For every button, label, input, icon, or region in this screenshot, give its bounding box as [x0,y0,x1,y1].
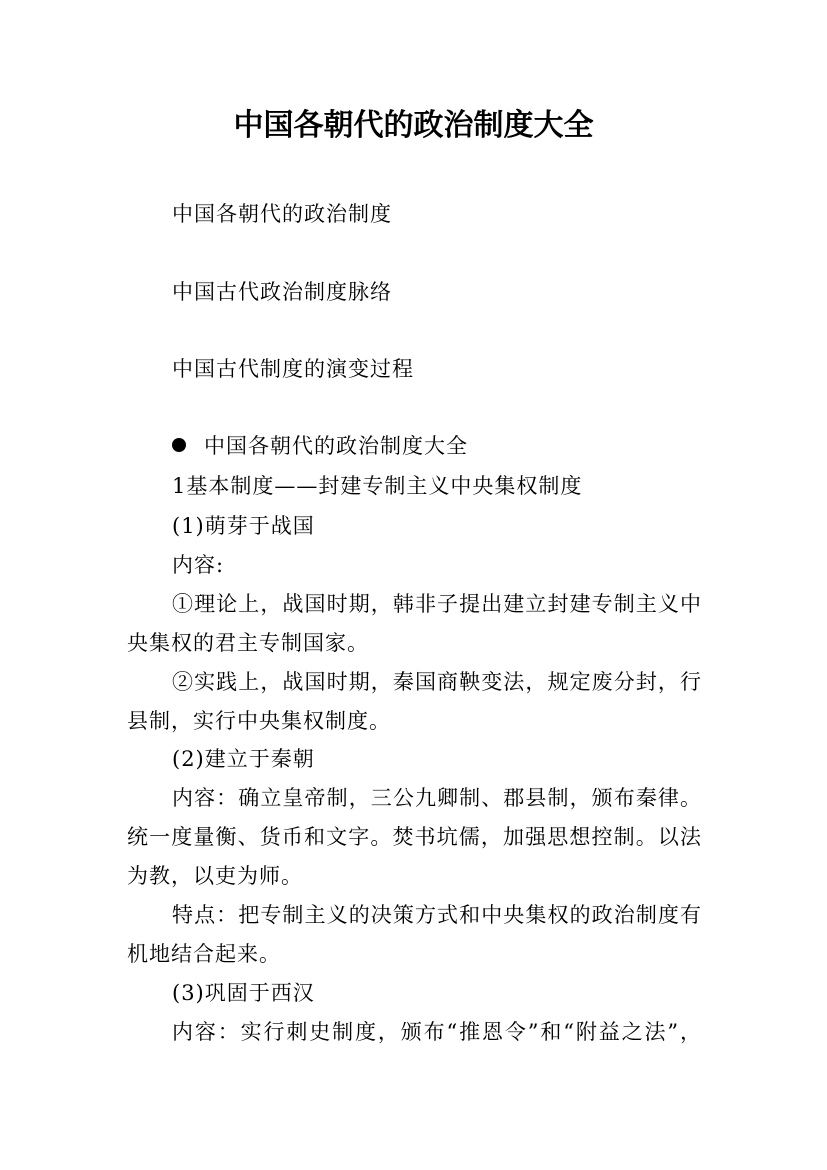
paragraph-line: (2)建立于秦朝 [172,747,315,771]
paragraph-line: ①理论上，战国时期，韩非子提出建立封建专制主义中 [172,592,702,616]
paragraph-line: 县制，实行中央集权制度。 [127,709,391,733]
paragraph-line: (1)萌芽于战国 [172,514,315,538]
paragraph-line: (3)巩固于西汉 [172,981,315,1005]
bullet-heading-text: 中国各朝代的政治制度大全 [204,434,468,458]
paragraph-line: 内容：确立皇帝制，三公九卿制、郡县制，颁布秦律。 [172,786,702,810]
subheading-1: 中国各朝代的政治制度 [172,202,392,226]
paragraph-line: 内容: [172,553,225,577]
subheading-3: 中国古代制度的演变过程 [172,357,414,381]
paragraph-line: 统一度量衡、货币和文字。焚书坑儒，加强思想控制。以法 [127,825,702,849]
paragraph-line: 1基本制度——封建专制主义中央集权制度 [172,474,583,498]
bullet-dot-icon [172,438,186,452]
paragraph-line: 为教，以吏为师。 [127,864,303,888]
paragraph-line: ②实践上，战国时期，秦国商鞅变法，规定废分封，行 [172,670,702,694]
paragraph-line: 内容：实行刺史制度，颁布“推恩令”和“附益之法”， [172,1020,702,1044]
paragraph-line: 机地结合起来。 [127,942,281,966]
paragraph-line: 特点：把专制主义的决策方式和中央集权的政治制度有 [172,903,702,927]
page-title: 中国各朝代的政治制度大全 [233,108,594,143]
bullet-heading [172,430,468,460]
paragraph-line: 央集权的君主专制国家。 [127,631,369,655]
subheading-2: 中国古代政治制度脉络 [172,280,392,304]
